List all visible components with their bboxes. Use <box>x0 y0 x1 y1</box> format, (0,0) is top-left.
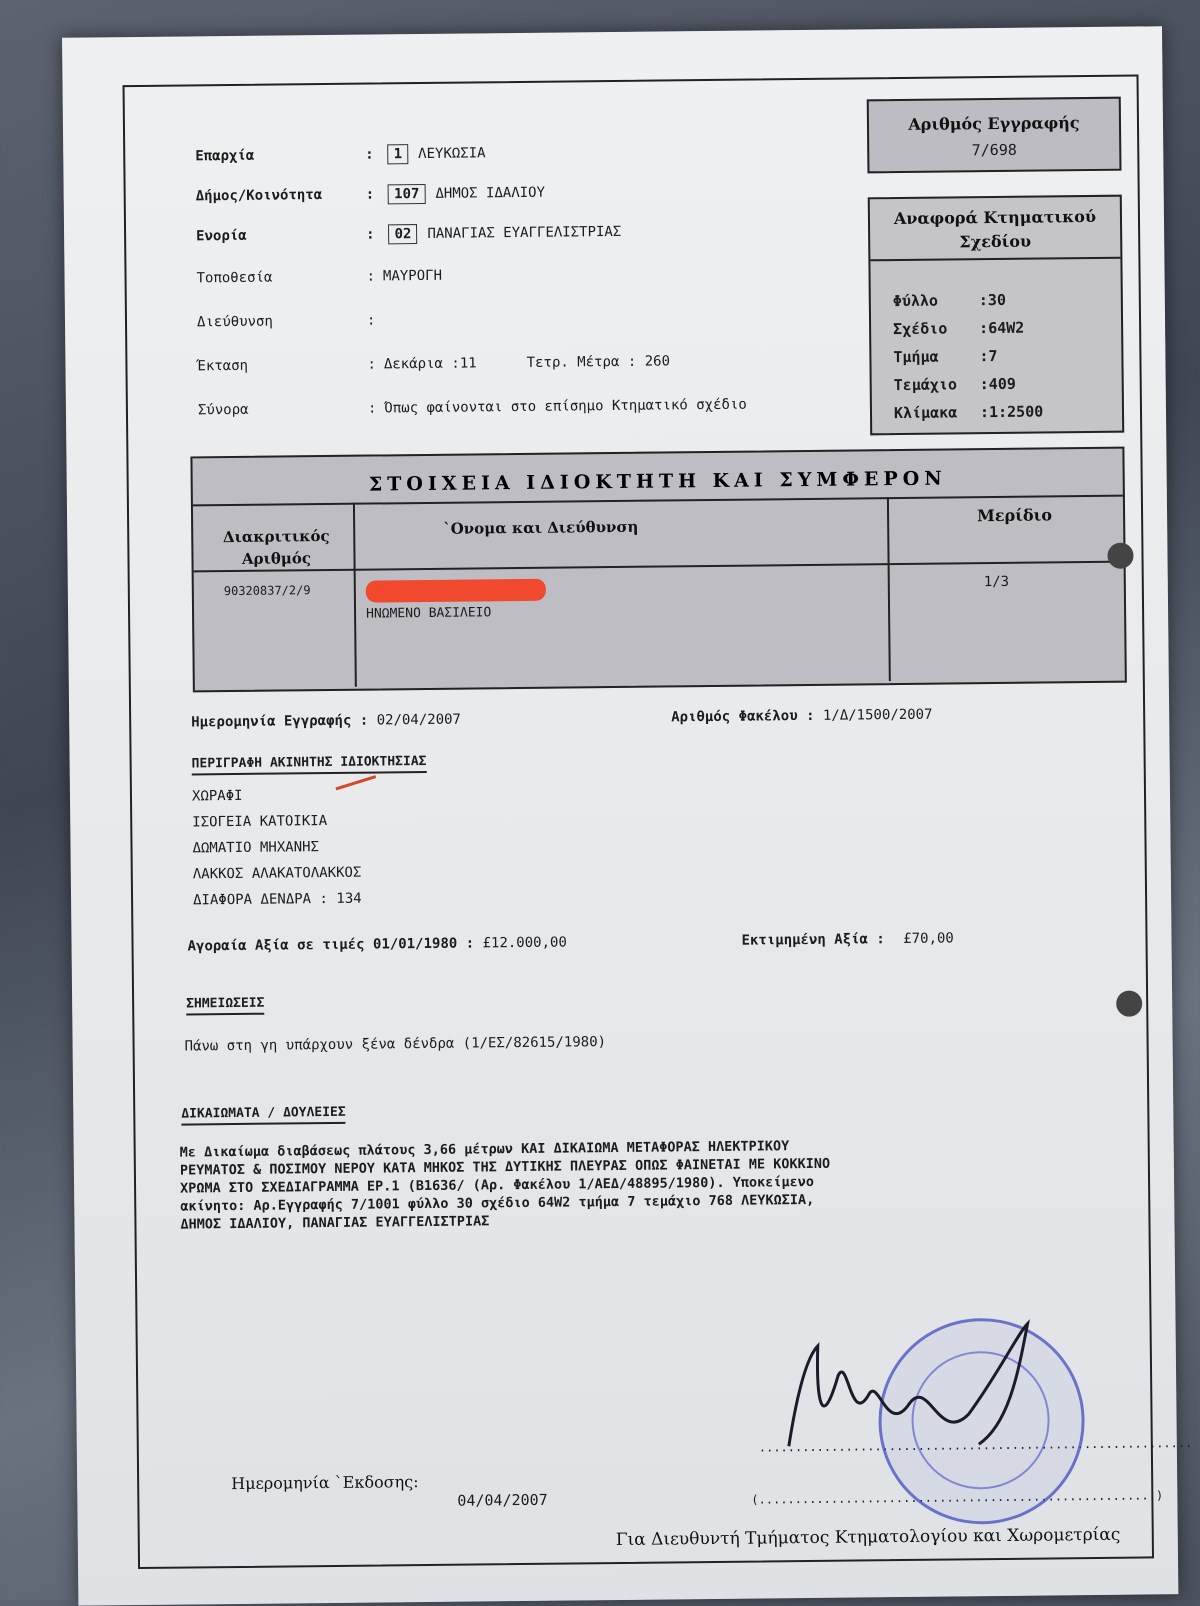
signature-paren: (.......................................................) <box>751 1488 1163 1506</box>
bounds-row: Σύνορα : Όπως φαίνονται στο επίσημο Κτηματικό σχέδιο <box>198 397 747 419</box>
punch-hole <box>1116 991 1142 1017</box>
rights-line: Με Δικαίωμα διαβάσεως πλάτους 3,66 μέτρων ΚΑΙ ΔΙΚΑΙΩΜΑ ΜΕΤΑΦΟΡΑΣ ΗΛΕΚΤΡΙΚΟΥ <box>180 1138 790 1160</box>
owner-address: ΗΝΩΜΕΝΟ ΒΑΣΙΛΕΙΟ <box>366 605 491 621</box>
pen-mark <box>332 772 382 793</box>
punch-hole <box>1107 543 1133 569</box>
bounds-value: Όπως φαίνονται στο επίσημο Κτηματικό σχέδιο <box>384 397 747 417</box>
owner-id: 90320837/2/9 <box>224 583 311 598</box>
province-value: ΛΕΥΚΩΣΙΑ <box>418 145 486 162</box>
rights-title: ΔΙΚΑΙΩΜΑΤΑ / ΔΟΥΛΕΙΕΣ <box>181 1105 346 1126</box>
notes-text: Πάνω στη γη υπάρχουν ξένα δένδρα (1/ΕΣ/82615/1980) <box>185 1034 607 1054</box>
registration-date-row: Ημερομηνία Εγγραφής : 02/04/2007 <box>191 712 461 731</box>
issue-date-label: Ημερομηνία `Εκδοσης: <box>231 1472 419 1493</box>
rights-line: ΧΡΩΜΑ ΣΤΟ ΣΧΕΔΙΑΓΡΑΜΜΑ ΕΡ.1 (Β1636/ (Αρ. Φακέλου 1/ΑΕΔ/48895/1980). Υποκείμενο <box>180 1174 814 1197</box>
province-row: Επαρχία : 1 ΛΕΥΚΩΣΙΑ <box>195 143 486 166</box>
area-dec-value: 11 <box>460 355 477 371</box>
location-row: Τοποθεσία : ΜΑΥΡΟΓΗ <box>196 268 442 287</box>
owner-share: 1/3 <box>984 574 1009 590</box>
property-item: ΛΑΚΚΟΣ ΑΛΑΚΑΤΟΛΑΚΚΟΣ <box>193 865 362 883</box>
redaction-mark <box>366 579 546 603</box>
owner-table-title: ΣΤΟΙΧΕΙΑ ΙΔΙΟΚΤΗΤΗ ΚΑΙ ΣΥΜΦΕΡΟΝ <box>192 449 1122 507</box>
parish-value: ΠΑΝΑΓΙΑΣ ΕΥΑΓΓΕΛΙΣΤΡΙΑΣ <box>427 224 621 242</box>
map-reference-title: Αναφορά Κτηματικού Σχεδίου <box>870 197 1121 262</box>
area-sqm-value: 260 <box>645 353 670 369</box>
parish-code: 02 <box>388 224 417 244</box>
department-line: Για Διευθυντή Τμήματος Κτηματολογίου και Χωρομετρίας <box>616 1525 1121 1550</box>
municipality-value: ΔΗΜΟΣ ΙΔΑΛΙΟΥ <box>435 185 545 202</box>
file-number-row: Αριθμός Φακέλου : 1/Δ/1500/2007 <box>671 707 932 726</box>
map-reference-box <box>868 195 1124 436</box>
municipality-row: Δήμος/Κοινότητα : 107 ΔΗΜΟΣ ΙΔΑΛΙΟΥ <box>196 183 546 207</box>
certificate-page <box>62 26 1178 1605</box>
file-number: 1/Δ/1500/2007 <box>823 707 933 724</box>
parish-row: Ενορία : 02 ΠΑΝΑΓΙΑΣ ΕΥΑΓΓΕΛΙΣΤΡΙΑΣ <box>196 222 621 246</box>
property-title: ΠΕΡΙΓΡΑΦΗ ΑΚΙΝΗΤΗΣ ΙΔΙΟΚΤΗΣΙΑΣ <box>192 754 427 775</box>
market-value: £12.000,00 <box>482 935 566 952</box>
map-row-sheet: Φύλλο :30 <box>893 285 1121 315</box>
col-id-header: Διακριτικός Αριθμός <box>201 525 351 571</box>
property-item: ΧΩΡΑΦΙ <box>192 788 243 805</box>
property-item: ΙΣΟΓΕΙΑ ΚΑΤΟΙΚΙΑ <box>192 813 327 830</box>
signature-line: ............................................................ <box>759 1436 1193 1455</box>
notes-title: ΣΗΜΕΙΩΣΕΙΣ <box>186 996 264 1016</box>
market-value-row: Αγοραία Αξία σε τιμές 01/01/1980 : £12.000,00 <box>187 935 566 955</box>
document-frame <box>123 74 1154 1569</box>
map-row-scale: Κλίμακα :1:2500 <box>894 397 1122 427</box>
map-row-plan: Σχέδιο :64W2 <box>893 313 1121 343</box>
rights-line: ακίνητο: Αρ.Εγγραφής 7/1001 φύλλο 30 σχέδιο 64W2 τμήμα 7 τεμάχιο 768 ΛΕΥΚΩΣΙΑ, <box>180 1192 814 1215</box>
estimated-value: £70,00 <box>903 930 954 947</box>
col-share-header: Μερίδιο <box>977 505 1052 525</box>
issue-date: 04/04/2007 <box>457 1491 547 1510</box>
property-item: ΔΩΜΑΤΙΟ ΜΗΧΑΝΗΣ <box>192 839 319 856</box>
col-name-header: `Ονομα και Διεύθυνση <box>443 518 638 538</box>
property-item: ΔΙΑΦΟΡΑ ΔΕΝΔΡΑ : 134 <box>193 891 362 909</box>
province-code: 1 <box>388 144 409 164</box>
address-row: Διεύθυνση : <box>197 312 384 330</box>
municipality-code: 107 <box>388 184 426 204</box>
map-row-section: Τμήμα :7 <box>893 341 1121 371</box>
estimated-value-row: Εκτιμημένη Αξία : £70,00 <box>741 930 953 948</box>
rights-line: ΡΕΥΜΑΤΟΣ & ΠΟΣΙΜΟΥ ΝΕΡΟΥ ΚΑΤΑ ΜΗΚΟΣ ΤΗΣ ΔΥΤΙΚΗΣ ΠΛΕΥΡΑΣ ΟΠΩΣ ΦΑΙΝΕΤΑΙ ΜΕ ΚΟΚΚΙΝΟ <box>180 1156 830 1179</box>
registration-box <box>867 97 1122 174</box>
rights-line: ΔΗΜΟΣ ΙΔΑΛΙΟΥ, ΠΑΝΑΓΙΑΣ ΕΥΑΓΓΕΛΙΣΤΡΙΑΣ <box>180 1213 489 1232</box>
location-value: ΜΑΥΡΟΓΗ <box>383 268 442 285</box>
area-row: Έκταση : Δεκάρια :11 Τετρ. Μέτρα : 260 <box>197 353 670 374</box>
registration-date: 02/04/2007 <box>377 712 461 729</box>
signature-image <box>777 1313 1079 1476</box>
registration-number: 7/698 <box>869 140 1119 161</box>
registration-title: Αριθμός Εγγραφής <box>869 113 1119 135</box>
map-row-plot: Τεμάχιο :409 <box>894 369 1122 399</box>
owner-table <box>190 447 1126 693</box>
